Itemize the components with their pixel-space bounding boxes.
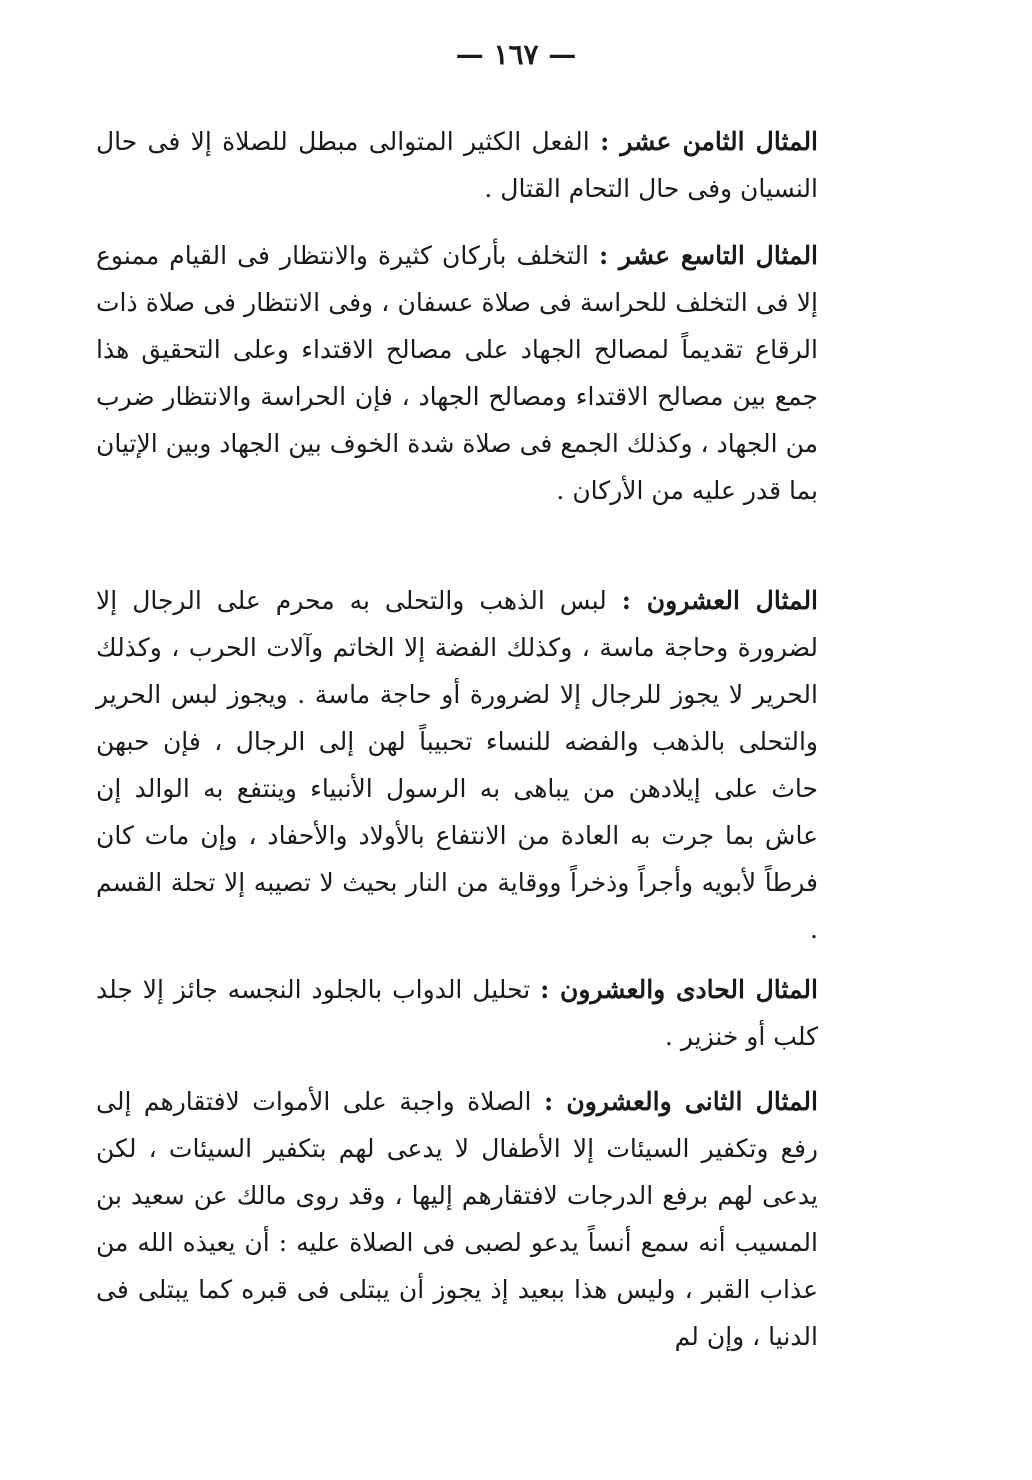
paragraph-example-18 bbox=[96, 118, 818, 212]
paragraph-text: الفعل الكثير المتوالى مبطل للصلاة إلا فى حال النسيان وفى حال التحام القتال . bbox=[96, 127, 818, 203]
paragraph-example-20 bbox=[96, 577, 818, 953]
paragraph-text: لبس الذهب والتحلى به محرم على الرجال إلا لضرورة وحاجة ماسة ، وكذلك الفضة إلا الخاتم وآلات الحرب ، وكذلك الحرير لا يجوز للرجال إلا لضرورة أو حاجة ماسة . ويجوز لبس الحرير والتحلى بالذهب والفضه للنساء تحبيباً لهن إلى الرجال ، فإن حبهن حاث على إيلادهن من يباهى به الرسول الأنبياء وينتفع به الوالد إن عاش بما جرت به العادة من الانتفاع بالأولاد والأحفاد ، وإن مات كان فرطاً لأبويه وأجراً وذخراً ووقاية من النار بحيث لا تصيبه إلا تحلة القسم . bbox=[96, 586, 818, 944]
page-number: — ١٦٧ — bbox=[455, 38, 577, 71]
paragraph-example-19 bbox=[96, 232, 818, 514]
example-label: المثال العشرون : bbox=[621, 586, 819, 615]
paragraph-example-22 bbox=[96, 1078, 818, 1360]
paragraph-text: التخلف بأركان كثيرة والانتظار فى القيام ممنوع إلا فى التخلف للحراسة فى صلاة عسفان ، وفى الانتظار فى صلاة ذات الرقاع تقديماً لمصالح الجهاد على مصالح الاقتداء وعلى التحقيق هذا جمع بين مصالح الاقتداء ومصالح الجهاد ، فإن الحراسة والانتظار ضرب من الجهاد ، وكذلك الجمع فى صلاة شدة الخوف بين الجهاد وبين الإتيان بما قدر عليه من الأركان . bbox=[96, 241, 818, 505]
example-label: المثال الحادى والعشرون : bbox=[540, 975, 818, 1004]
example-label: المثال الثانى والعشرون : bbox=[543, 1087, 818, 1116]
paragraph-text: الصلاة واجبة على الأموات لافتقارهم إلى رفع وتكفير السيئات إلا الأطفال لا يدعى لهم بتكفير السيئات ، لكن يدعى لهم برفع الدرجات لافتقارهم إليها ، وقد روى مالك عن سعيد بن المسيب أنه سمع أنساً يدعو لصبى فى الصلاة عليه : أن يعيذه الله من عذاب القبر ، وليس هذا ببعيد إذ يجوز أن يبتلى فى قبره كما يبتلى فى الدنيا ، وإن لم bbox=[96, 1087, 818, 1351]
example-label: المثال التاسع عشر : bbox=[599, 241, 819, 270]
paragraph-text: تحليل الدواب بالجلود النجسه جائز إلا جلد كلب أو خنزير . bbox=[96, 975, 818, 1051]
example-label: المثال الثامن عشر : bbox=[600, 127, 819, 156]
paragraph-example-21 bbox=[96, 966, 818, 1060]
